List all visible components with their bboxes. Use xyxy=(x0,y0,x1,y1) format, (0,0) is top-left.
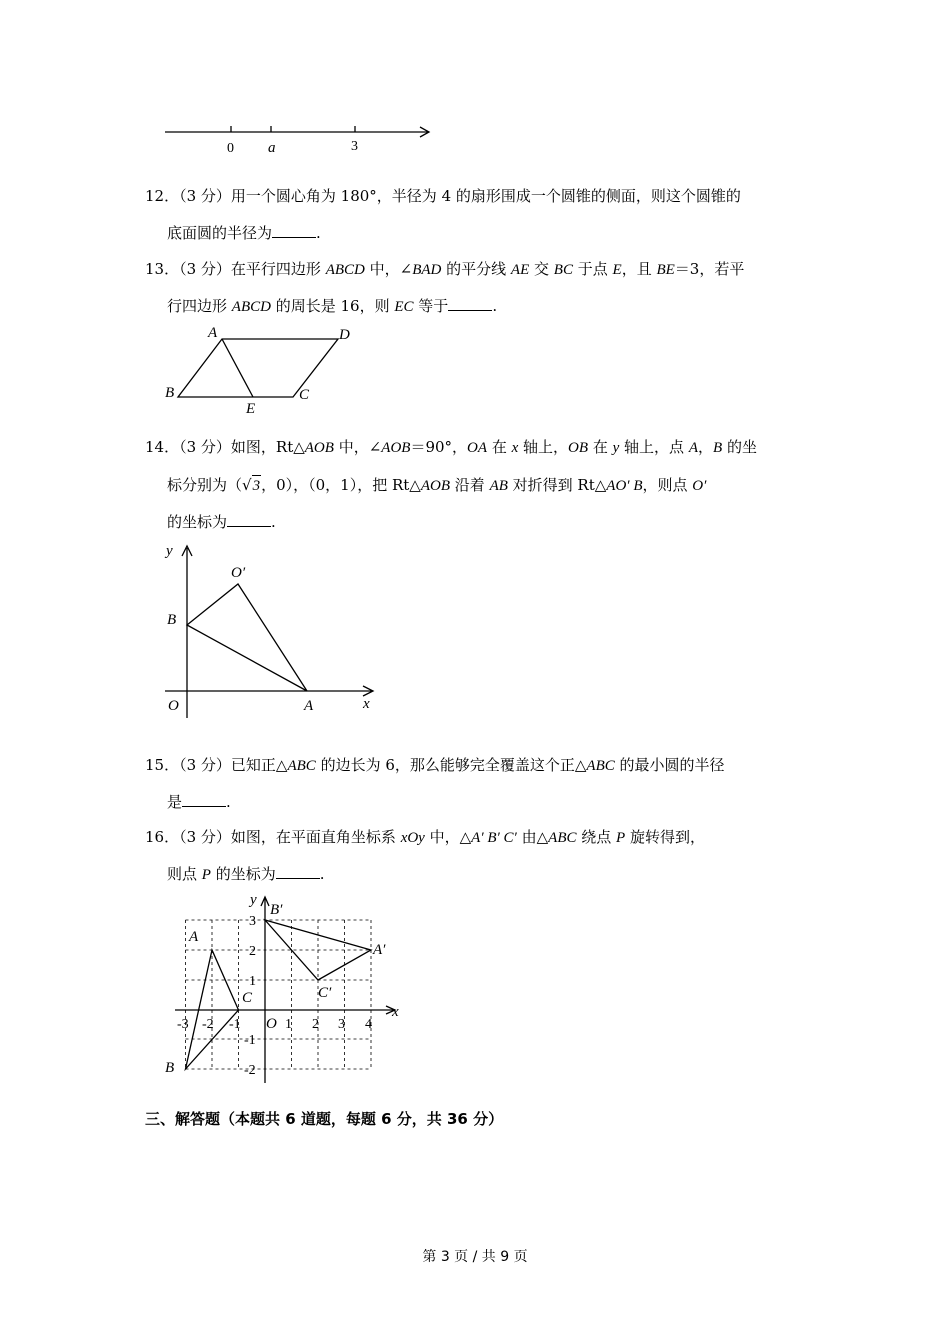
x-tick: 3 xyxy=(338,1017,345,1032)
number-line-figure xyxy=(163,120,433,160)
x-tick: 1 xyxy=(285,1017,292,1032)
label-A: A xyxy=(304,698,314,714)
question-16-line-1: 16．（3 分）如图，在平面直角坐标系 xOy 中，△A′ B′ C′ 由△ABC 绕点 P 旋转得到， xyxy=(145,828,705,846)
question-13-line-2: 行四边形 ABCD 的周长是 16，则 EC 等于 . xyxy=(167,297,498,315)
fold-triangle-figure xyxy=(160,538,390,723)
label-C-prime: C′ xyxy=(318,985,332,1001)
label-x: x xyxy=(392,1004,399,1020)
label-C: C xyxy=(299,387,310,403)
x-tick: -3 xyxy=(177,1017,189,1032)
label-A: A xyxy=(189,929,199,945)
label-A: A xyxy=(208,325,218,341)
answer-blank xyxy=(448,296,492,311)
tick-label-0: 0 xyxy=(227,141,234,156)
label-y: y xyxy=(166,543,173,559)
question-16-line-2: 则点 P 的坐标为 . xyxy=(167,865,325,883)
question-score: （3 分） xyxy=(179,187,231,205)
label-E: E xyxy=(246,401,256,417)
question-15-line-1: 15．（3 分）已知正△ABC 的边长为 6，那么能够完全覆盖这个正△ABC 的最小圆的半径 xyxy=(145,756,725,774)
answer-blank xyxy=(182,792,226,807)
label-O: O xyxy=(266,1016,277,1032)
y-tick: -2 xyxy=(244,1063,256,1078)
parallelogram-figure xyxy=(160,322,370,417)
question-15-line-2: 是 . xyxy=(167,793,231,811)
label-B: B xyxy=(165,385,175,401)
x-tick: -1 xyxy=(229,1017,241,1032)
answer-blank xyxy=(227,512,271,527)
rotation-grid-figure xyxy=(160,888,410,1088)
label-x: x xyxy=(363,696,370,712)
tick-label-a: a xyxy=(268,140,276,156)
question-14-line-1: 14．（3 分）如图，Rt△AOB 中，∠AOB＝90°，OA 在 x 轴上，OB 在 y 轴上，点 A，B 的坐 xyxy=(145,438,757,456)
x-tick: 4 xyxy=(365,1017,372,1032)
question-14-line-2: 标分别为（√3，0），（0，1），把 Rt△AOB 沿着 AB 对折得到 Rt△AO′ B，则点 O′ xyxy=(167,476,707,494)
label-C: C xyxy=(242,990,253,1006)
square-root: √3 xyxy=(242,476,261,494)
label-y: y xyxy=(250,892,257,908)
label-O-prime: O′ xyxy=(231,565,246,581)
label-B: B xyxy=(165,1060,175,1076)
answer-blank xyxy=(272,223,316,238)
question-12-line-1: 12．（3 分）用一个圆心角为 180°，半径为 4 的扇形围成一个圆锥的侧面，则这个圆锥的 xyxy=(145,187,741,205)
y-tick: -1 xyxy=(244,1033,256,1048)
label-A-prime: A′ xyxy=(373,942,386,958)
y-tick: 3 xyxy=(249,914,256,929)
question-12-line-2: 底面圆的半径为 . xyxy=(167,224,321,242)
y-tick: 1 xyxy=(249,974,256,989)
label-D: D xyxy=(339,327,350,343)
section-3-heading: 三、解答题（本题共 6 道题，每题 6 分，共 36 分） xyxy=(145,1110,504,1128)
label-B: B xyxy=(167,612,177,628)
label-O: O xyxy=(168,698,179,714)
y-tick: 2 xyxy=(249,944,256,959)
x-tick: 2 xyxy=(312,1017,319,1032)
label-B-prime: B′ xyxy=(270,902,283,918)
question-number: 12． xyxy=(145,187,180,205)
answer-blank xyxy=(276,864,320,879)
question-14-line-3: 的坐标为 . xyxy=(167,513,276,531)
question-13-line-1: 13．（3 分）在平行四边形 ABCD 中，∠BAD 的平分线 AE 交 BC 于点 E，且 BE＝3，若平 xyxy=(145,260,745,278)
tick-label-3: 3 xyxy=(351,139,358,154)
page-footer: 第 3 页 / 共 9 页 xyxy=(422,1249,528,1265)
x-tick: -2 xyxy=(202,1017,214,1032)
